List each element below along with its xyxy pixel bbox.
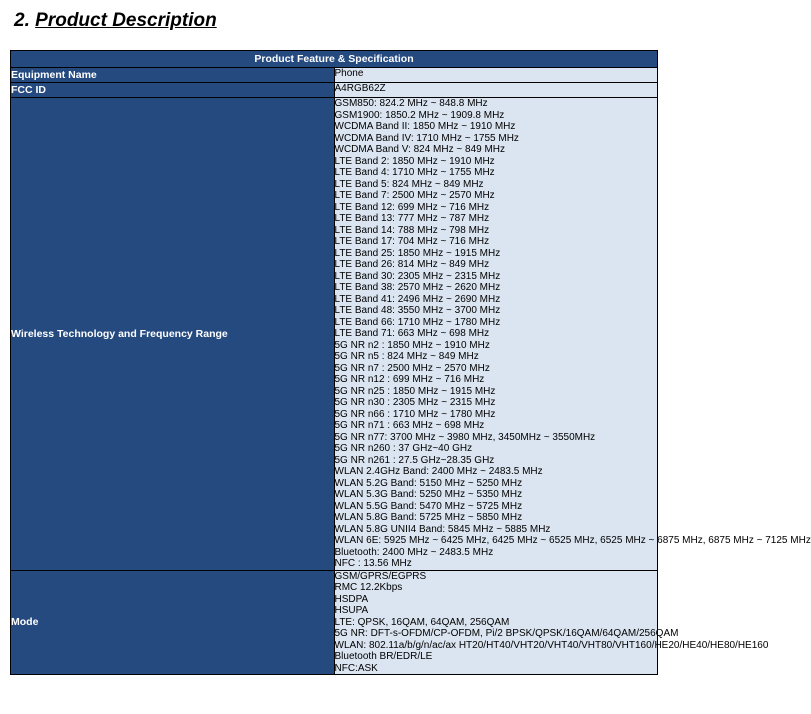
wireless-value-line: WLAN 5.8G UNII4 Band: 5845 MHz ~ 5885 MHz (334, 523, 551, 535)
section-number: 2. (14, 10, 30, 31)
wireless-value-line: LTE Band 48: 3550 MHz ~ 3700 MHz (334, 305, 501, 316)
table-row-fcc-id (11, 83, 658, 98)
wireless-value-line: WLAN 5.5G Band: 5470 MHz ~ 5725 MHz (334, 500, 523, 512)
mode-value-line: HSDPA (334, 593, 369, 605)
wireless-value-line: 5G NR n5 : 824 MHz ~ 849 MHz (334, 351, 479, 362)
wireless-value-line: LTE Band 30: 2305 MHz ~ 2315 MHz (334, 270, 501, 282)
equipment-name-label: Equipment Name (11, 68, 335, 83)
wireless-value-line: Bluetooth: 2400 MHz ~ 2483.5 MHz (334, 546, 494, 558)
equipment-name-value: Phone (334, 68, 658, 83)
wireless-value-line: 5G NR n2 : 1850 MHz ~ 1910 MHz (334, 339, 490, 351)
wireless-value-line: LTE Band 26: 814 MHz ~ 849 MHz (334, 259, 490, 270)
wireless-value-line: 5G NR n261 : 27.5 GHz~28.35 GHz (334, 454, 495, 466)
wireless-value-line: 5G NR n260 : 37 GHz~40 GHz (334, 443, 473, 454)
wireless-value-line: 5G NR n25 : 1850 MHz ~ 1915 MHz (334, 385, 496, 397)
mode-values (334, 570, 769, 675)
wireless-value-line: WLAN 5.3G Band: 5250 MHz ~ 5350 MHz (334, 489, 523, 500)
table-row-wireless (11, 98, 658, 571)
mode-value-line: WLAN: 802.11a/b/g/n/ac/ax HT20/HT40/VHT20/VHT40/VHT80/VHT160/HE20/HE40/HE80/HE160 (334, 639, 769, 651)
table-row-equipment-name (11, 68, 658, 83)
mode-label: Mode (11, 570, 335, 675)
mode-value-line: Bluetooth BR/EDR/LE (334, 651, 433, 662)
wireless-value-line: LTE Band 4: 1710 MHz ~ 1755 MHz (334, 167, 495, 178)
wireless-value-line: LTE Band 12: 699 MHz ~ 716 MHz (334, 201, 490, 213)
mode-value-line: HSUPA (334, 605, 369, 616)
wireless-value-line: LTE Band 13: 777 MHz ~ 787 MHz (334, 213, 490, 224)
mode-value-line: LTE: QPSK, 16QAM, 64QAM, 256QAM (334, 616, 510, 628)
table-header: Product Feature & Specification (11, 51, 658, 68)
section-title: Product Description (35, 10, 217, 31)
fcc-id-value: A4RGB62Z (334, 83, 658, 98)
wireless-value-line: LTE Band 71: 663 MHz ~ 698 MHz (334, 328, 490, 339)
wireless-value-line: 5G NR n77: 3700 MHz ~ 3980 MHz, 3450MHz ~ 3550MHz (334, 431, 596, 443)
mode-value-line: GSM/GPRS/EGPRS (334, 570, 427, 582)
wireless-value-line: 5G NR n30 : 2305 MHz ~ 2315 MHz (334, 397, 496, 408)
section-heading (14, 10, 217, 32)
wireless-value-line: 5G NR n7 : 2500 MHz ~ 2570 MHz (334, 362, 490, 374)
wireless-value-line: WCDMA Band V: 824 MHz ~ 849 MHz (334, 144, 506, 155)
mode-value-line: NFC:ASK (334, 662, 378, 674)
wireless-value-line: GSM1900: 1850.2 MHz ~ 1909.8 MHz (334, 109, 505, 121)
wireless-value-line: LTE Band 66: 1710 MHz ~ 1780 MHz (334, 316, 501, 328)
wireless-value-line: 5G NR n12 : 699 MHz ~ 716 MHz (334, 374, 485, 385)
wireless-value-line: 5G NR n66 : 1710 MHz ~ 1780 MHz (334, 408, 496, 420)
wireless-value-line: LTE Band 38: 2570 MHz ~ 2620 MHz (334, 282, 501, 293)
table-row-mode (11, 570, 658, 675)
wireless-value-line: LTE Band 14: 788 MHz ~ 798 MHz (334, 224, 490, 236)
wireless-value-line: WLAN 5.2G Band: 5150 MHz ~ 5250 MHz (334, 477, 523, 489)
wireless-values (334, 98, 811, 571)
wireless-value-line: LTE Band 25: 1850 MHz ~ 1915 MHz (334, 247, 501, 259)
wireless-value-line: LTE Band 41: 2496 MHz ~ 2690 MHz (334, 293, 501, 305)
wireless-value-line: LTE Band 2: 1850 MHz ~ 1910 MHz (334, 155, 495, 167)
wireless-value-line: WLAN 6E: 5925 MHz ~ 6425 MHz, 6425 MHz ~ 6525 MHz, 6525 MHz ~ 6875 MHz, 6875 MHz ~ 7125 MHz (334, 535, 811, 546)
wireless-value-line: WCDMA Band IV: 1710 MHz ~ 1755 MHz (334, 132, 519, 144)
wireless-value-line: LTE Band 5: 824 MHz ~ 849 MHz (334, 178, 484, 190)
wireless-value-line: LTE Band 7: 2500 MHz ~ 2570 MHz (334, 190, 495, 201)
mode-value-line: RMC 12.2Kbps (334, 582, 403, 593)
wireless-value-line: NFC : 13.56 MHz (334, 558, 412, 569)
wireless-label: Wireless Technology and Frequency Range (11, 98, 335, 571)
wireless-value-line: WLAN 2.4GHz Band: 2400 MHz ~ 2483.5 MHz (334, 466, 543, 477)
wireless-value-line: WCDMA Band II: 1850 MHz ~ 1910 MHz (334, 121, 516, 132)
wireless-value-line: WLAN 5.8G Band: 5725 MHz ~ 5850 MHz (334, 512, 523, 523)
spec-table (10, 50, 811, 675)
wireless-value-line: LTE Band 17: 704 MHz ~ 716 MHz (334, 236, 490, 247)
fcc-id-label: FCC ID (11, 83, 335, 98)
wireless-value-line: GSM850: 824.2 MHz ~ 848.8 MHz (334, 98, 488, 109)
mode-value-line: 5G NR: DFT-s-OFDM/CP-OFDM, Pi/2 BPSK/QPSK/16QAM/64QAM/256QAM (334, 628, 679, 639)
wireless-value-line: 5G NR n71 : 663 MHz ~ 698 MHz (334, 420, 485, 431)
